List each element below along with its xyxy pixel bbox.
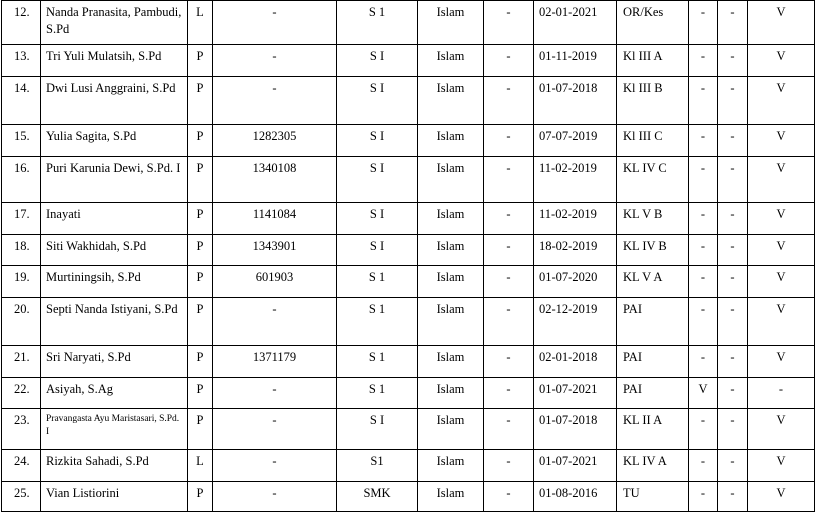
row-number: 19.: [2, 266, 41, 298]
row-number: 12.: [2, 1, 41, 45]
col-12: -: [748, 378, 815, 409]
col-12: V: [748, 77, 815, 125]
religion: Islam: [418, 45, 484, 77]
assignment: PAI: [617, 298, 689, 346]
gender: P: [188, 203, 213, 235]
teacher-name: Tri Yuli Mulatsih, S.Pd: [41, 45, 188, 77]
education: S I: [337, 235, 418, 266]
row-number: 24.: [2, 450, 41, 482]
id-number: -: [213, 378, 337, 409]
row-number: 23.: [2, 409, 41, 450]
id-number: -: [213, 298, 337, 346]
col-10: V: [689, 378, 718, 409]
table-row: [2, 77, 815, 125]
col-11: -: [718, 450, 748, 482]
col-12: V: [748, 450, 815, 482]
col-7: -: [484, 409, 534, 450]
col-10: -: [689, 482, 718, 512]
assignment: KL V B: [617, 203, 689, 235]
start-date: 01-07-2021: [534, 450, 617, 482]
col-10: -: [689, 45, 718, 77]
assignment: Kl III A: [617, 45, 689, 77]
col-12: V: [748, 157, 815, 203]
religion: Islam: [418, 346, 484, 378]
col-12: V: [748, 298, 815, 346]
row-number: 20.: [2, 298, 41, 346]
col-11: -: [718, 235, 748, 266]
religion: Islam: [418, 450, 484, 482]
col-11: -: [718, 203, 748, 235]
start-date: 07-07-2019: [534, 125, 617, 157]
col-12: V: [748, 45, 815, 77]
id-number: 601903: [213, 266, 337, 298]
gender: P: [188, 298, 213, 346]
col-11: -: [718, 77, 748, 125]
start-date: 02-01-2021: [534, 1, 617, 45]
id-number: 1282305: [213, 125, 337, 157]
start-date: 02-12-2019: [534, 298, 617, 346]
education: S 1: [337, 1, 418, 45]
col-7: -: [484, 482, 534, 512]
education: SMK: [337, 482, 418, 512]
row-number: 13.: [2, 45, 41, 77]
table-row: [2, 378, 815, 409]
education: S I: [337, 77, 418, 125]
row-number: 25.: [2, 482, 41, 512]
religion: Islam: [418, 235, 484, 266]
teacher-name: Dwi Lusi Anggraini, S.Pd: [41, 77, 188, 125]
col-7: -: [484, 157, 534, 203]
religion: Islam: [418, 266, 484, 298]
id-number: -: [213, 450, 337, 482]
col-7: -: [484, 298, 534, 346]
col-12: V: [748, 266, 815, 298]
assignment: KL II A: [617, 409, 689, 450]
col-12: V: [748, 203, 815, 235]
education: S 1: [337, 346, 418, 378]
table-row: [2, 346, 815, 378]
table-row: [2, 298, 815, 346]
start-date: 01-08-2016: [534, 482, 617, 512]
gender: P: [188, 266, 213, 298]
col-10: -: [689, 235, 718, 266]
gender: L: [188, 1, 213, 45]
col-10: -: [689, 298, 718, 346]
gender: P: [188, 235, 213, 266]
start-date: 11-02-2019: [534, 203, 617, 235]
table-row: [2, 1, 815, 45]
education: S 1: [337, 298, 418, 346]
id-number: -: [213, 482, 337, 512]
religion: Islam: [418, 77, 484, 125]
id-number: 1343901: [213, 235, 337, 266]
religion: Islam: [418, 1, 484, 45]
gender: P: [188, 409, 213, 450]
start-date: 01-07-2021: [534, 378, 617, 409]
row-number: 18.: [2, 235, 41, 266]
gender: P: [188, 157, 213, 203]
gender: P: [188, 125, 213, 157]
col-10: -: [689, 157, 718, 203]
religion: Islam: [418, 298, 484, 346]
col-7: -: [484, 77, 534, 125]
id-number: -: [213, 1, 337, 45]
teacher-name: Rizkita Sahadi, S.Pd: [41, 450, 188, 482]
col-7: -: [484, 450, 534, 482]
table-row: [2, 203, 815, 235]
col-12: V: [748, 125, 815, 157]
assignment: OR/Kes: [617, 1, 689, 45]
col-7: -: [484, 378, 534, 409]
gender: P: [188, 45, 213, 77]
col-12: V: [748, 1, 815, 45]
col-7: -: [484, 203, 534, 235]
religion: Islam: [418, 157, 484, 203]
col-7: -: [484, 346, 534, 378]
gender: L: [188, 450, 213, 482]
col-12: V: [748, 482, 815, 512]
col-10: -: [689, 346, 718, 378]
start-date: 18-02-2019: [534, 235, 617, 266]
col-10: -: [689, 1, 718, 45]
col-12: V: [748, 346, 815, 378]
col-7: -: [484, 1, 534, 45]
education: S 1: [337, 266, 418, 298]
col-11: -: [718, 482, 748, 512]
table-row: [2, 125, 815, 157]
assignment: TU: [617, 482, 689, 512]
teacher-name: Pravangasta Ayu Maristasari, S.Pd. I: [41, 409, 188, 450]
teacher-name: Vian Listiorini: [41, 482, 188, 512]
col-12: V: [748, 235, 815, 266]
col-7: -: [484, 125, 534, 157]
col-11: -: [718, 45, 748, 77]
gender: P: [188, 346, 213, 378]
start-date: 02-01-2018: [534, 346, 617, 378]
col-11: -: [718, 157, 748, 203]
col-10: -: [689, 409, 718, 450]
table-row: [2, 409, 815, 450]
table-row: [2, 45, 815, 77]
id-number: 1371179: [213, 346, 337, 378]
start-date: 01-11-2019: [534, 45, 617, 77]
teacher-name: Murtiningsih, S.Pd: [41, 266, 188, 298]
col-10: -: [689, 266, 718, 298]
assignment: PAI: [617, 346, 689, 378]
col-11: -: [718, 298, 748, 346]
teacher-name: Siti Wakhidah, S.Pd: [41, 235, 188, 266]
col-7: -: [484, 45, 534, 77]
teacher-name: Inayati: [41, 203, 188, 235]
education: S 1: [337, 378, 418, 409]
col-10: -: [689, 203, 718, 235]
row-number: 15.: [2, 125, 41, 157]
row-number: 16.: [2, 157, 41, 203]
gender: P: [188, 77, 213, 125]
assignment: KL IV B: [617, 235, 689, 266]
col-10: -: [689, 450, 718, 482]
assignment: KL V A: [617, 266, 689, 298]
start-date: 01-07-2020: [534, 266, 617, 298]
col-10: -: [689, 125, 718, 157]
col-7: -: [484, 266, 534, 298]
education: S I: [337, 203, 418, 235]
religion: Islam: [418, 125, 484, 157]
education: S1: [337, 450, 418, 482]
gender: P: [188, 378, 213, 409]
id-number: 1141084: [213, 203, 337, 235]
table-row: [2, 235, 815, 266]
teacher-name: Septi Nanda Istiyani, S.Pd: [41, 298, 188, 346]
education: S I: [337, 45, 418, 77]
col-7: -: [484, 235, 534, 266]
col-11: -: [718, 409, 748, 450]
assignment: KL IV C: [617, 157, 689, 203]
education: S I: [337, 157, 418, 203]
start-date: 11-02-2019: [534, 157, 617, 203]
col-10: -: [689, 77, 718, 125]
row-number: 14.: [2, 77, 41, 125]
teacher-name: Asiyah, S.Ag: [41, 378, 188, 409]
education: S I: [337, 125, 418, 157]
table-row: [2, 450, 815, 482]
teacher-name: Puri Karunia Dewi, S.Pd. I: [41, 157, 188, 203]
religion: Islam: [418, 378, 484, 409]
start-date: 01-07-2018: [534, 77, 617, 125]
religion: Islam: [418, 409, 484, 450]
row-number: 21.: [2, 346, 41, 378]
assignment: KL IV A: [617, 450, 689, 482]
staff-table: [1, 0, 815, 512]
col-11: -: [718, 378, 748, 409]
col-11: -: [718, 125, 748, 157]
id-number: -: [213, 409, 337, 450]
table-row: [2, 157, 815, 203]
col-12: V: [748, 409, 815, 450]
assignment: PAI: [617, 378, 689, 409]
religion: Islam: [418, 203, 484, 235]
table-row: [2, 266, 815, 298]
col-11: -: [718, 266, 748, 298]
gender: P: [188, 482, 213, 512]
table-row: [2, 482, 815, 512]
education: S I: [337, 409, 418, 450]
teacher-name: Nanda Pranasita, Pambudi, S.Pd: [41, 1, 188, 45]
religion: Islam: [418, 482, 484, 512]
id-number: -: [213, 77, 337, 125]
id-number: 1340108: [213, 157, 337, 203]
start-date: 01-07-2018: [534, 409, 617, 450]
id-number: -: [213, 45, 337, 77]
assignment: Kl III B: [617, 77, 689, 125]
row-number: 17.: [2, 203, 41, 235]
teacher-name: Yulia Sagita, S.Pd: [41, 125, 188, 157]
teacher-name: Sri Naryati, S.Pd: [41, 346, 188, 378]
col-11: -: [718, 1, 748, 45]
assignment: Kl III C: [617, 125, 689, 157]
row-number: 22.: [2, 378, 41, 409]
col-11: -: [718, 346, 748, 378]
